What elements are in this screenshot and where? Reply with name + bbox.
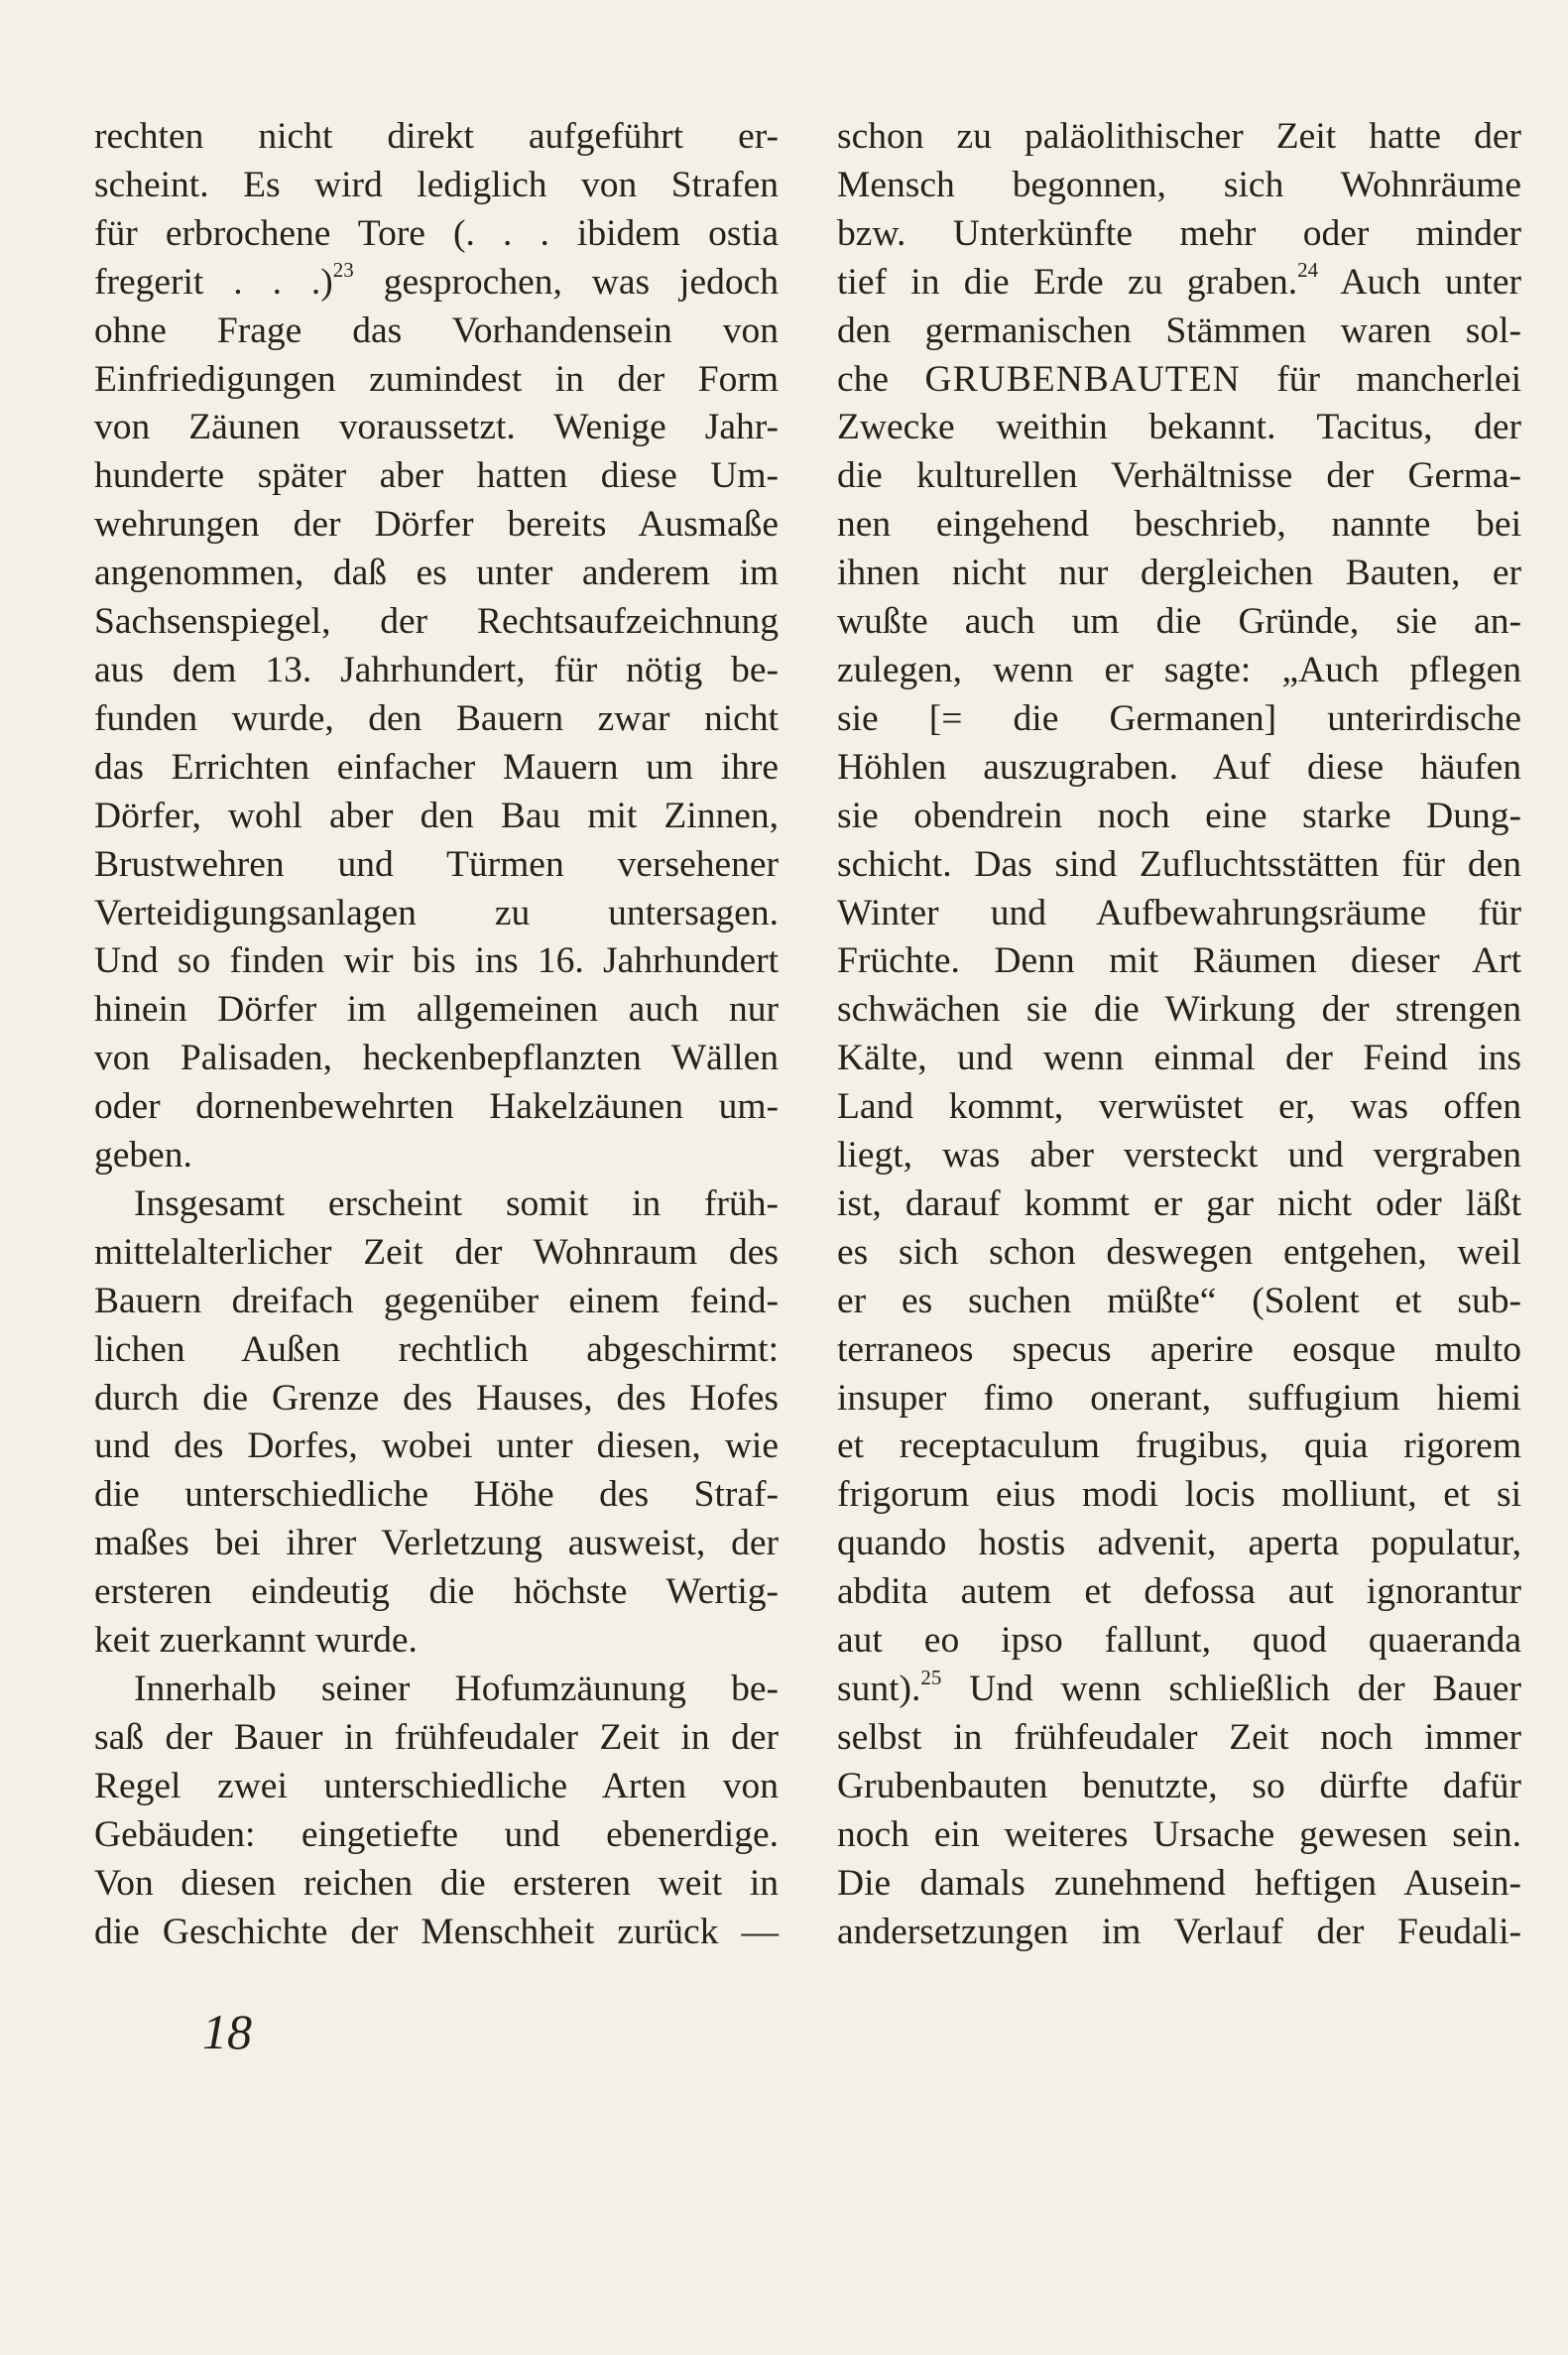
- text-line: [94, 1278, 779, 1326]
- line-text: Bauern dreifach gegenüber einem feind-: [94, 1280, 779, 1321]
- text-line: [94, 1763, 779, 1811]
- line-text: Und so finden wir bis ins 16. Jahrhundert: [94, 940, 779, 982]
- line-text: liegt, was aber versteckt und vergraben: [837, 1135, 1521, 1177]
- line-text: durch die Grenze des Hauses, des Hofes: [94, 1377, 779, 1419]
- footnote-marker: 23: [332, 258, 354, 283]
- line-text: insuper fimo onerant, suffugium hiemi: [837, 1377, 1521, 1419]
- line-text: hinein Dörfer im allgemeinen auch nur: [94, 989, 779, 1031]
- text-line: [94, 1666, 779, 1714]
- text-line: [94, 1180, 779, 1229]
- text-line: [837, 1860, 1521, 1909]
- text-line: [837, 695, 1521, 744]
- text-line: [94, 890, 779, 938]
- text-line: [837, 1520, 1521, 1568]
- text-line: [837, 1666, 1521, 1714]
- line-text: von Palisaden, heckenbepflanzten Wällen: [94, 1038, 779, 1079]
- line-text: wehrungen der Dörfer bereits Ausmaße: [94, 504, 779, 546]
- text-line: [94, 113, 779, 162]
- text-line: [94, 598, 779, 647]
- line-text: nen eingehend beschrieb, nannte bei: [837, 504, 1521, 546]
- line-text: et receptaculum frugibus, quia rigorem: [837, 1425, 1521, 1467]
- text-line: [837, 986, 1521, 1035]
- line-text: abdita autem et defossa aut ignorantur: [837, 1571, 1521, 1613]
- left-text-column: [94, 113, 779, 1956]
- line-text: ihnen nicht nur dergleichen Bauten, er: [837, 553, 1521, 594]
- line-text: hunderte später aber hatten diese Um-: [94, 455, 779, 497]
- text-line: [837, 113, 1521, 162]
- line-text: Insgesamt erscheint somit in früh-: [134, 1182, 779, 1224]
- line-text: sie [= die Germanen] unterirdische: [837, 697, 1521, 739]
- line-text: oder dornenbewehrten Hakelzäunen um-: [94, 1086, 779, 1128]
- text-line: [94, 695, 779, 744]
- line-text: schon zu paläolithischer Zeit hatte der: [837, 116, 1521, 157]
- line-text-continued: gesprochen, was jedoch: [353, 261, 779, 303]
- text-line: [837, 1180, 1521, 1229]
- line-text: scheint. Es wird lediglich von Strafen: [94, 164, 779, 205]
- text-line: [837, 647, 1521, 695]
- text-line: [837, 1811, 1521, 1860]
- line-text: die unterschiedliche Höhe des Straf-: [94, 1474, 779, 1516]
- line-text: terraneos specus aperire eosque multo: [837, 1328, 1521, 1370]
- text-line: [94, 1568, 779, 1617]
- text-line: [94, 1083, 779, 1132]
- line-text: Grubenbauten benutzte, so dürfte dafür: [837, 1765, 1521, 1806]
- text-line: [94, 404, 779, 452]
- line-text: und des Dorfes, wobei unter diesen, wie: [94, 1425, 779, 1467]
- line-text: aut eo ipso fallunt, quod quaeranda: [837, 1620, 1521, 1662]
- line-text: Einfriedigungen zumindest in der Form: [94, 358, 779, 400]
- footnote-marker: 25: [920, 1665, 942, 1689]
- text-line: [94, 1520, 779, 1568]
- line-text: Innerhalb seiner Hofumzäunung be-: [134, 1669, 779, 1709]
- text-line: [94, 1423, 779, 1471]
- line-text: für erbrochene Tore (. . . ibidem ostia: [94, 212, 779, 254]
- line-text: Winter und Aufbewahrungsräume für: [837, 892, 1521, 933]
- text-line: [94, 1229, 779, 1278]
- text-line: [94, 1617, 779, 1666]
- text-line: [94, 793, 779, 841]
- text-line: [94, 1471, 779, 1520]
- line-text: geben.: [94, 1135, 192, 1177]
- line-text: von Zäunen voraussetzt. Wenige Jahr-: [94, 407, 779, 448]
- text-line: [837, 501, 1521, 550]
- text-line: [94, 356, 779, 405]
- line-text: Land kommt, verwüstet er, was offen: [837, 1086, 1521, 1128]
- line-text: funden wurde, den Bauern zwar nicht: [94, 697, 779, 739]
- text-line: [837, 550, 1521, 598]
- line-text: wußte auch um die Gründe, sie an-: [837, 601, 1521, 643]
- text-line: [837, 890, 1521, 938]
- text-line: [94, 550, 779, 598]
- line-text: noch ein weiteres Ursache gewesen sein.: [837, 1813, 1521, 1855]
- text-line: [837, 1423, 1521, 1471]
- text-line: [837, 598, 1521, 647]
- line-text: aus dem 13. Jahrhundert, für nötig be-: [94, 649, 779, 690]
- text-line: [837, 1083, 1521, 1132]
- line-text: saß der Bauer in frühfeudaler Zeit in der: [94, 1716, 779, 1758]
- text-line: [837, 1714, 1521, 1763]
- text-line: [837, 404, 1521, 452]
- line-text: bzw. Unterkünfte mehr oder minder: [837, 212, 1521, 254]
- footnote-marker: 24: [1297, 258, 1319, 283]
- right-text-column: [837, 113, 1521, 1956]
- text-line: [837, 937, 1521, 986]
- line-text: selbst in frühfeudaler Zeit noch immer: [837, 1716, 1521, 1758]
- text-line: [94, 162, 779, 210]
- line-text: mittelalterlicher Zeit der Wohnraum des: [94, 1231, 779, 1273]
- line-text: es sich schon deswegen entgehen, weil: [837, 1231, 1521, 1273]
- text-line: [837, 1617, 1521, 1666]
- text-line: [837, 1035, 1521, 1083]
- text-line: [94, 841, 779, 890]
- line-text-continued: Und wenn schließlich der Bauer: [941, 1669, 1521, 1709]
- text-line: [837, 1278, 1521, 1326]
- line-text: Verteidigungsanlagen zu untersagen.: [94, 892, 779, 933]
- line-text: schwächen sie die Wirkung der strengen: [837, 989, 1521, 1031]
- line-text: Gebäuden: eingetiefte und ebenerdige.: [94, 1813, 779, 1855]
- line-text: Kälte, und wenn einmal der Feind ins: [837, 1038, 1521, 1079]
- text-line: [94, 647, 779, 695]
- page-number: 18: [202, 2004, 252, 2059]
- line-text: andersetzungen im Verlauf der Feudali-: [837, 1911, 1521, 1952]
- line-text: frigorum eius modi locis molliunt, et si: [837, 1474, 1521, 1516]
- text-line: [837, 308, 1521, 356]
- text-line: [837, 259, 1521, 308]
- line-text: lichen Außen rechtlich abgeschirmt:: [94, 1328, 779, 1370]
- text-line: [837, 744, 1521, 793]
- line-text: ohne Frage das Vorhandensein von: [94, 310, 779, 351]
- text-line: [94, 308, 779, 356]
- line-text: Brustwehren und Türmen versehener: [94, 843, 779, 885]
- line-text: Dörfer, wohl aber den Bau mit Zinnen,: [94, 795, 779, 836]
- text-line: [837, 1763, 1521, 1811]
- line-text: maßes bei ihrer Verletzung ausweist, der: [94, 1523, 779, 1564]
- line-text: die Geschichte der Menschheit zurück —: [94, 1911, 779, 1952]
- text-line: [837, 356, 1521, 405]
- text-line: [94, 1811, 779, 1860]
- line-text: Früchte. Denn mit Räumen dieser Art: [837, 940, 1521, 982]
- line-text: zulegen, wenn er sagte: „Auch pflegen: [837, 649, 1521, 690]
- line-text: er es suchen müßte“ (Solent et sub-: [837, 1280, 1521, 1321]
- text-line: [837, 793, 1521, 841]
- line-text: Höhlen auszugraben. Auf diese häufen: [837, 746, 1521, 788]
- line-text: che: [837, 358, 925, 400]
- line-text-continued: Auch unter: [1318, 261, 1521, 303]
- line-text: sie obendrein noch eine starke Dung-: [837, 795, 1521, 836]
- text-line: [837, 210, 1521, 259]
- line-text: Sachsenspiegel, der Rechtsaufzeichnung: [94, 601, 779, 643]
- text-line: [837, 1326, 1521, 1375]
- text-line: [837, 1375, 1521, 1424]
- text-line: [94, 501, 779, 550]
- text-line: [94, 986, 779, 1035]
- text-line: [837, 841, 1521, 890]
- line-text: fregerit . . .): [94, 261, 333, 303]
- text-line: [837, 162, 1521, 210]
- line-text: angenommen, daß es unter anderem im: [94, 553, 779, 594]
- line-text: ist, darauf kommt er gar nicht oder läßt: [837, 1182, 1521, 1224]
- text-line: [94, 744, 779, 793]
- text-line: [837, 1568, 1521, 1617]
- line-text: Von diesen reichen die ersteren weit in: [94, 1862, 779, 1904]
- text-line: [94, 1909, 779, 1957]
- text-line: [837, 1909, 1521, 1957]
- text-line: [94, 1860, 779, 1909]
- line-text: rechten nicht direkt aufgeführt er-: [94, 116, 779, 157]
- line-text-continued: für mancherlei: [1240, 358, 1521, 400]
- text-line: [94, 452, 779, 501]
- line-text: Zwecke weithin bekannt. Tacitus, der: [837, 407, 1521, 448]
- line-text: sunt).: [837, 1669, 921, 1709]
- text-line: [837, 1229, 1521, 1278]
- text-line: [94, 1714, 779, 1763]
- line-text: quando hostis advenit, aperta populatur,: [837, 1523, 1521, 1564]
- line-text: Regel zwei unterschiedliche Arten von: [94, 1765, 779, 1806]
- line-text: den germanischen Stämmen waren sol-: [837, 310, 1521, 351]
- text-line: [94, 1035, 779, 1083]
- text-line: [837, 1132, 1521, 1180]
- text-line: [94, 937, 779, 986]
- small-caps-term: GRUBENBAUTEN: [924, 358, 1241, 400]
- line-text: Die damals zunehmend heftigen Ausein-: [837, 1862, 1521, 1904]
- line-text: ersteren eindeutig die höchste Wertig-: [94, 1571, 779, 1613]
- text-line: [837, 1471, 1521, 1520]
- text-line: [94, 259, 779, 308]
- text-line: [94, 1326, 779, 1375]
- text-line: [94, 1132, 779, 1180]
- line-text: schicht. Das sind Zufluchtsstätten für den: [837, 843, 1521, 885]
- text-line: [94, 1375, 779, 1424]
- line-text: Mensch begonnen, sich Wohnräume: [837, 164, 1521, 205]
- line-text: die kulturellen Verhältnisse der Germa-: [837, 455, 1521, 497]
- line-text: das Errichten einfacher Mauern um ihre: [94, 746, 779, 788]
- line-text: keit zuerkannt wurde.: [94, 1620, 418, 1662]
- line-text: tief in die Erde zu graben.: [837, 261, 1298, 303]
- text-line: [837, 452, 1521, 501]
- text-line: [94, 210, 779, 259]
